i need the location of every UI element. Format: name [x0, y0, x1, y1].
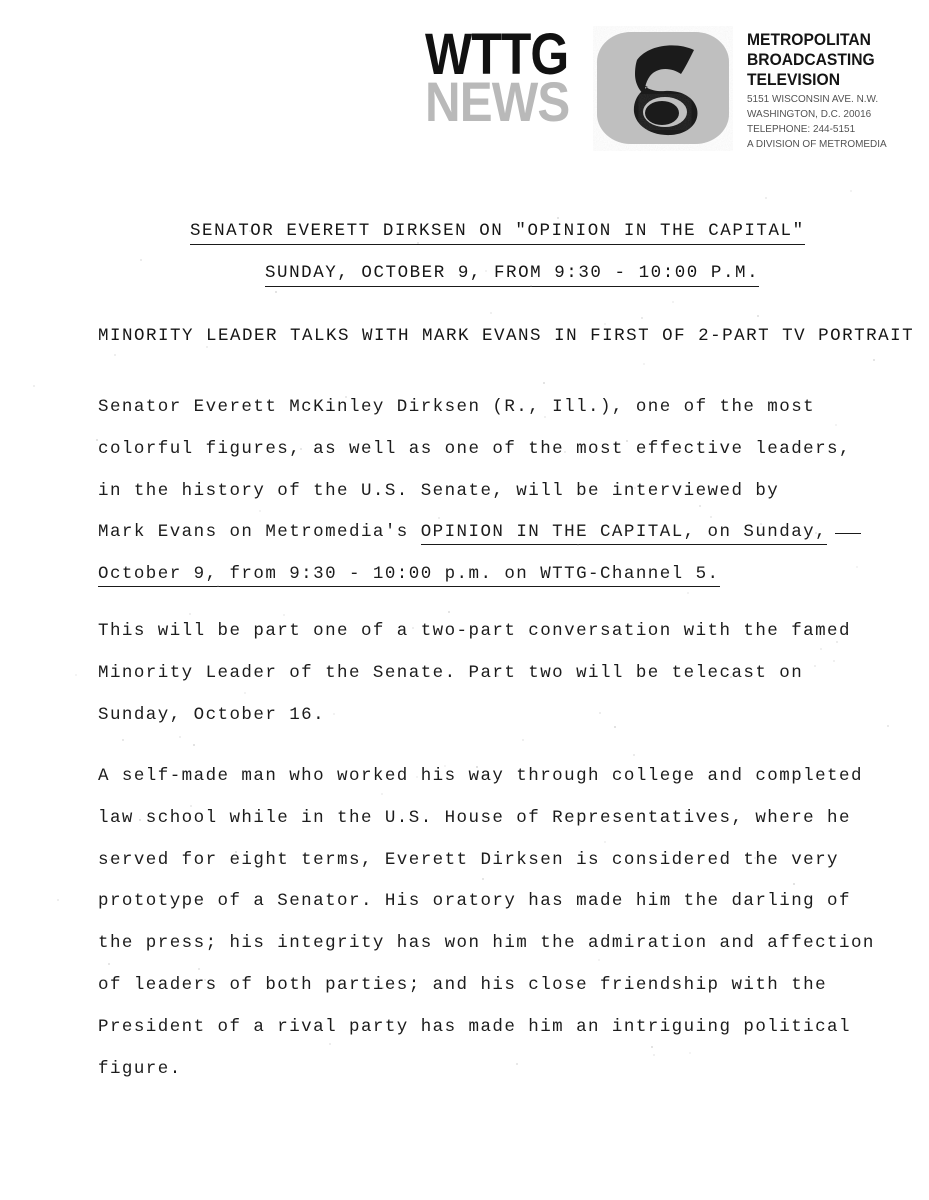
- letterhead: [425, 24, 900, 164]
- scan-artifact: [850, 190, 852, 192]
- paragraph-line: [98, 965, 898, 1007]
- address-line-city: WASHINGTON, D.C. 20016: [747, 108, 872, 121]
- station-address: [747, 92, 892, 152]
- scan-artifact: [641, 317, 643, 319]
- paragraph-line: [98, 653, 898, 695]
- line-text: served for eight terms, Everett Dirksen is considered the very: [98, 849, 840, 870]
- line-text: of leaders of both parties; and his close friendship with the: [98, 974, 828, 995]
- line-text: Sunday, October 16.: [98, 704, 326, 725]
- address-line-street: 5151 WISCONSIN AVE. N.W.: [747, 93, 879, 106]
- paragraph-line: [98, 611, 898, 653]
- tv-screen-icon: [593, 26, 733, 151]
- paragraph-line: [98, 1007, 898, 1049]
- line-text: the press; his integrity has won him the admiration and affection: [98, 933, 875, 954]
- line-text: in the history of the U.S. Senate, will be interviewed by: [98, 480, 780, 501]
- line-text: President of a rival party has made him an intriguing political: [98, 1016, 851, 1037]
- paragraph-line: [98, 840, 898, 882]
- underlined-text: October 9, from 9:30 - 10:00 p.m. on WTTG-Channel 5.: [98, 564, 720, 587]
- line-text: Minority Leader of the Senate. Part two will be telecast on: [98, 662, 804, 683]
- underline-tail-rule: [835, 533, 861, 534]
- channel-5-tv-logo: [593, 26, 733, 151]
- paragraph-line: [98, 512, 898, 554]
- underlined-text: OPINION IN THE CAPITAL, on Sunday,: [421, 522, 827, 545]
- line-text: Mark Evans on Metromedia's: [98, 522, 421, 543]
- paragraph-1: [98, 387, 898, 596]
- paragraph-line: [98, 387, 898, 429]
- paragraph-line: [98, 695, 898, 737]
- document-title-line-2-text: SUNDAY, OCTOBER 9, FROM 9:30 - 10:00 P.M.: [265, 263, 759, 287]
- station-name-line-3: TELEVISION: [747, 70, 840, 90]
- scan-artifact: [33, 385, 35, 387]
- scan-artifact: [543, 382, 545, 384]
- paragraph-line: [98, 1049, 898, 1091]
- paragraph-line: [98, 798, 898, 840]
- address-line-division: A DIVISION OF METROMEDIA: [747, 137, 887, 150]
- wttg-wordmark-text: WTTG: [425, 22, 569, 87]
- address-line-telephone: TELEPHONE: 244-5151: [747, 122, 856, 135]
- line-text: colorful figures, as well as one of the most effective leaders,: [98, 438, 851, 459]
- scan-artifact: [873, 359, 875, 361]
- paragraph-line: [98, 429, 898, 471]
- document-title-line-1: [190, 221, 805, 241]
- scan-artifact: [275, 291, 277, 293]
- scan-artifact: [604, 323, 606, 325]
- scan-artifact: [643, 363, 645, 365]
- station-wordmark: [425, 22, 585, 134]
- scan-artifact: [114, 354, 116, 356]
- scan-artifact: [179, 736, 181, 738]
- paragraph-line: [98, 471, 898, 513]
- paragraph-line: [98, 881, 898, 923]
- scan-artifact: [122, 739, 124, 741]
- document-title-line-2: [265, 263, 759, 283]
- document-subtitle: MINORITY LEADER TALKS WITH MARK EVANS IN FIRST OF 2-PART TV PORTRAIT: [98, 326, 915, 346]
- line-text: law school while in the U.S. House of Representatives, where he: [98, 807, 851, 828]
- line-text: A self-made man who worked his way through college and completed: [98, 766, 863, 786]
- scan-artifact: [75, 674, 77, 676]
- line-text: Senator Everett McKinley Dirksen (R., Ill.), one of the most: [98, 397, 816, 417]
- paragraph-2: [98, 611, 898, 736]
- scan-artifact: [672, 301, 674, 303]
- line-text: prototype of a Senator. His oratory has made him the darling of: [98, 891, 851, 912]
- news-wordmark-text: NEWS: [425, 70, 570, 134]
- scan-artifact: [57, 899, 59, 901]
- document-title-line-1-text: SENATOR EVERETT DIRKSEN ON "OPINION IN THE CAPITAL": [190, 221, 805, 245]
- scan-artifact: [490, 312, 492, 314]
- paragraph-line: [98, 756, 898, 798]
- line-text: figure.: [98, 1058, 182, 1079]
- paragraph-line: [98, 554, 898, 596]
- scan-artifact: [757, 315, 759, 317]
- station-name-line-2: BROADCASTING: [747, 50, 875, 70]
- scan-artifact: [557, 217, 559, 219]
- line-text: This will be part one of a two-part conversation with the famed: [98, 621, 851, 641]
- scan-artifact: [193, 744, 195, 746]
- paragraph-line: [98, 923, 898, 965]
- scan-artifact: [522, 739, 524, 741]
- station-name-line-1: METROPOLITAN: [747, 30, 871, 49]
- station-identity-block: [747, 24, 900, 152]
- scan-artifact: [140, 259, 142, 261]
- scan-artifact: [765, 197, 767, 199]
- paragraph-3: [98, 756, 898, 1090]
